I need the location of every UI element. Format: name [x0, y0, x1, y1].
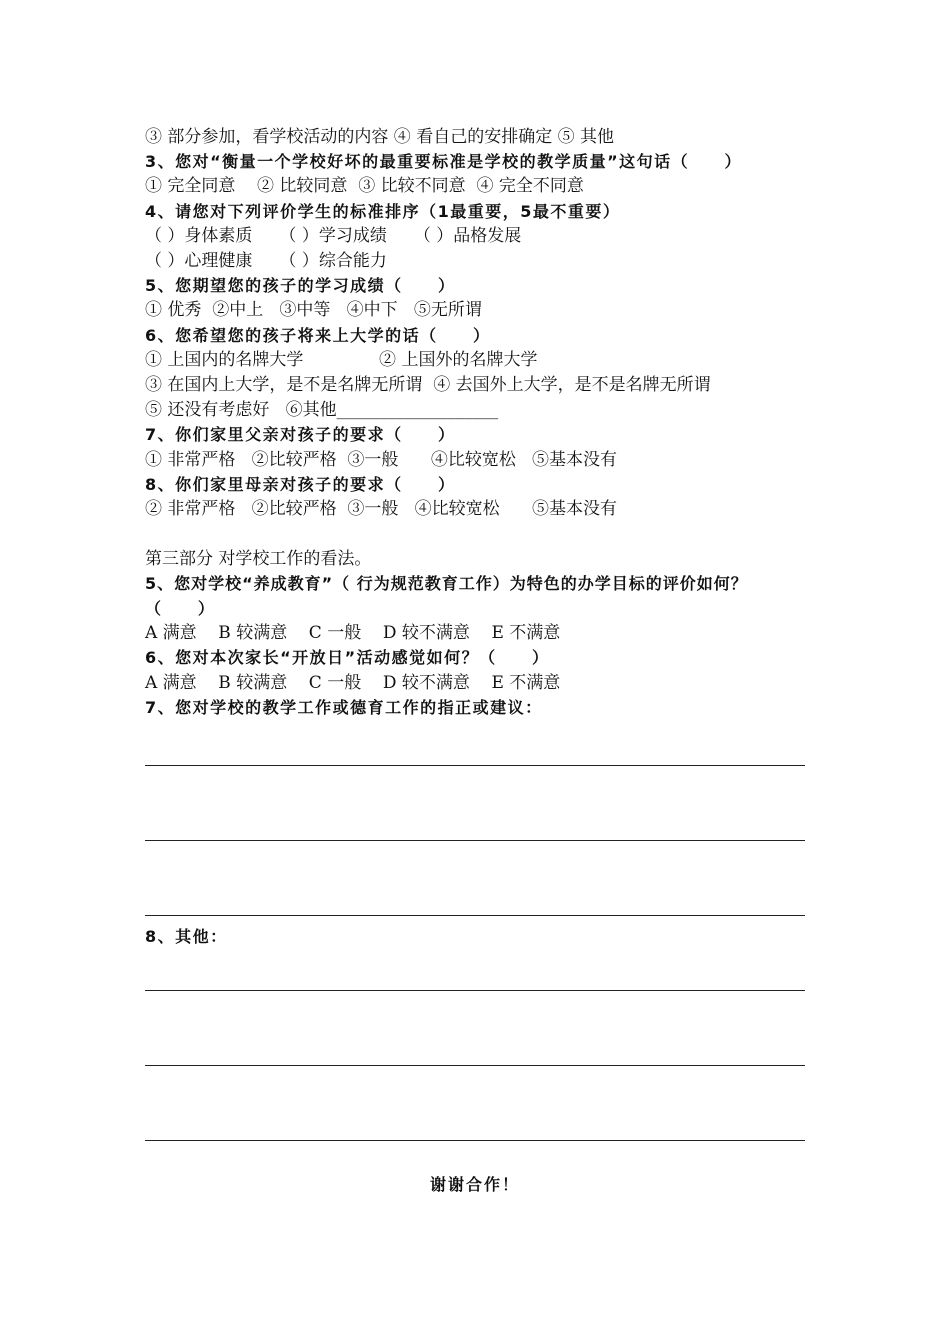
part3-q5-title-cont: （ ） — [145, 599, 216, 618]
part3-q5-options: A 满意 B 较满意 C 一般 D 较不满意 E 不满意 — [145, 623, 561, 643]
q3-title: 3、您对“衡量一个学校好坏的最重要标准是学校的教学质量”这句话（ ） — [145, 152, 743, 171]
q5-options: ① 优秀 ②中上 ③中等 ④中下 ⑤无所谓 — [145, 300, 482, 320]
part3-q5-title: 5、您对学校“养成教育”（ 行为规范教育工作）为特色的办学目标的评价如何？ — [145, 574, 748, 593]
part3-q8-title: 8、其他： — [145, 927, 228, 946]
answer-line[interactable] — [145, 915, 805, 916]
q2-options-continued: ③ 部分参加，看学校活动的内容 ④ 看自己的安排确定 ⑤ 其他 — [145, 127, 615, 147]
q4-title: 4、请您对下列评价学生的标准排序（1最重要，5最不重要） — [145, 202, 621, 221]
part3-q6-title: 6、您对本次家长“开放日”活动感觉如何？（ ） — [145, 648, 550, 667]
part3-q7-title: 7、您对学校的教学工作或德育工作的指正或建议： — [145, 698, 543, 717]
q3-options: ① 完全同意 ② 比较同意 ③ 比较不同意 ④ 完全不同意 — [145, 176, 584, 196]
answer-line[interactable] — [145, 840, 805, 841]
q8-options: ② 非常严格 ②比较严格 ③一般 ④比较宽松 ⑤基本没有 — [145, 499, 618, 519]
q6-options-row3: ⑤ 还没有考虑好 ⑥其他___________________ — [145, 400, 499, 420]
answer-line[interactable] — [145, 1140, 805, 1141]
q6-title: 6、您希望您的孩子将来上大学的话（ ） — [145, 326, 491, 345]
q4-options-row1: （ ）身体素质 （ ）学习成绩 （ ）品格发展 — [145, 226, 522, 246]
q7-title: 7、你们家里父亲对孩子的要求（ ） — [145, 425, 456, 444]
q6-options-row1: ① 上国内的名牌大学 ② 上国外的名牌大学 — [145, 350, 538, 370]
thanks-text: 谢谢合作！ — [429, 1175, 520, 1194]
part3-heading: 第三部分 对学校工作的看法。 — [145, 549, 372, 569]
answer-line[interactable] — [145, 1065, 805, 1066]
q5-title: 5、您期望您的孩子的学习成绩（ ） — [145, 276, 456, 295]
part3-q6-options: A 满意 B 较满意 C 一般 D 较不满意 E 不满意 — [145, 673, 561, 693]
answer-line[interactable] — [145, 990, 805, 991]
answer-line[interactable] — [145, 765, 805, 766]
q4-options-row2: （ ）心理健康 （ ）综合能力 — [145, 251, 387, 271]
q6-options-row2: ③ 在国内上大学，是不是名牌无所谓 ④ 去国外上大学，是不是名牌无所谓 — [145, 375, 711, 395]
q7-options: ① 非常严格 ②比较严格 ③一般 ④比较宽松 ⑤基本没有 — [145, 450, 618, 470]
q8-title: 8、你们家里母亲对孩子的要求（ ） — [145, 475, 456, 494]
